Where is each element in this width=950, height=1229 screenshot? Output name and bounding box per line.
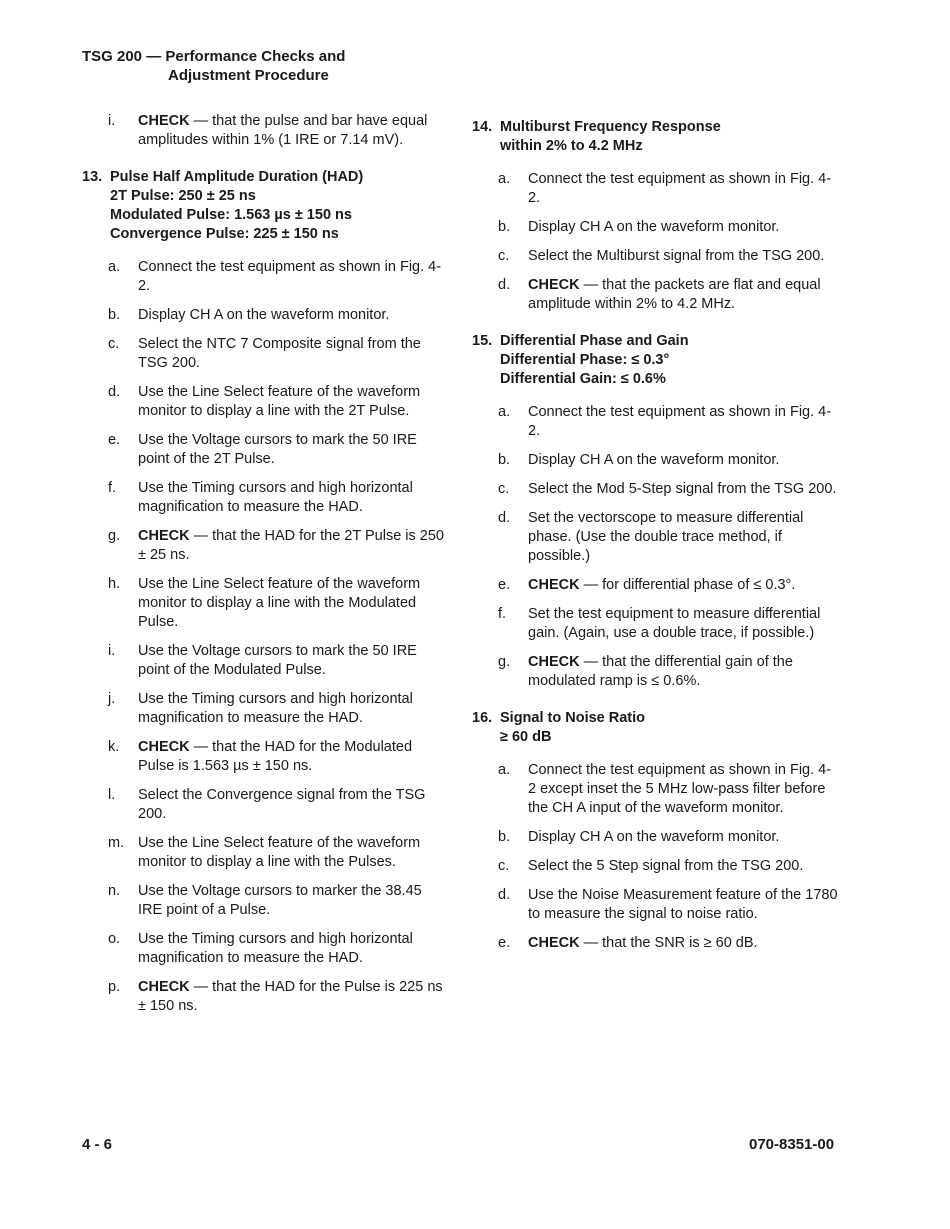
item-text: Use the Voltage cursors to mark the 50 IRE point of the 2T Pulse. bbox=[138, 432, 417, 467]
header-line-2: Adjustment Procedure bbox=[168, 67, 329, 84]
item-text: CHECK — that the pulse and bar have equal amplitudes within 1% (1 IRE or 7.14 mV). bbox=[138, 113, 428, 148]
item-text: Select the Multiburst signal from the TSG 200. bbox=[528, 248, 825, 264]
item-text: Display CH A on the waveform monitor. bbox=[138, 307, 390, 323]
list-item bbox=[472, 218, 838, 237]
item-marker: g. bbox=[498, 654, 511, 670]
section-spec: 2T Pulse: 250 ± 25 ns bbox=[110, 188, 256, 204]
item-marker: b. bbox=[498, 219, 511, 235]
list-item bbox=[82, 258, 448, 296]
item-text: CHECK — that the packets are flat and equal amplitude within 2% to 4.2 MHz. bbox=[528, 277, 821, 312]
item-text: CHECK — that the HAD for the Pulse is 225 ns ± 150 ns. bbox=[138, 979, 443, 1014]
list-item bbox=[472, 509, 838, 566]
item-marker: o. bbox=[108, 931, 121, 947]
section-spec: Convergence Pulse: 225 ± 150 ns bbox=[110, 226, 339, 242]
item-text: Select the NTC 7 Composite signal from the TSG 200. bbox=[138, 336, 421, 371]
left-pre-items bbox=[82, 112, 448, 150]
item-marker: h. bbox=[108, 576, 121, 592]
item-marker: f. bbox=[108, 480, 117, 496]
list-item bbox=[472, 247, 838, 266]
item-text: CHECK — that the SNR is ≥ 60 dB. bbox=[528, 935, 758, 951]
item-marker: p. bbox=[108, 979, 121, 995]
section-number: 15. bbox=[472, 333, 493, 349]
page-header bbox=[82, 47, 345, 85]
item-text: Use the Voltage cursors to marker the 38.45 IRE point of a Pulse. bbox=[138, 883, 422, 918]
item-marker: l. bbox=[108, 787, 116, 803]
list-item bbox=[472, 403, 838, 441]
item-text: Use the Timing cursors and high horizontal magnification to measure the HAD. bbox=[138, 691, 413, 726]
item-text: Use the Line Select feature of the waveform monitor to display a line with the 2T Pulse. bbox=[138, 384, 421, 419]
item-marker: k. bbox=[108, 739, 120, 755]
item-text: Select the Mod 5-Step signal from the TSG 200. bbox=[528, 481, 837, 497]
item-text: Select the 5 Step signal from the TSG 200. bbox=[528, 858, 804, 874]
check-label: CHECK bbox=[138, 979, 190, 995]
item-text: Set the test equipment to measure differential gain. (Again, use a double trace, if possible.) bbox=[528, 606, 821, 641]
item-marker: j. bbox=[108, 691, 116, 707]
list-item bbox=[82, 738, 448, 776]
list-item bbox=[472, 480, 838, 499]
section-number: 16. bbox=[472, 710, 493, 726]
list-item bbox=[472, 653, 838, 691]
item-marker: c. bbox=[498, 858, 510, 874]
item-marker: d. bbox=[108, 384, 121, 400]
list-item bbox=[472, 886, 838, 924]
section-spec: Modulated Pulse: 1.563 µs ± 150 ns bbox=[110, 207, 352, 223]
section-spec: within 2% to 4.2 MHz bbox=[500, 138, 643, 154]
section-spec: Differential Phase: ≤ 0.3° bbox=[500, 352, 670, 368]
section-number: 14. bbox=[472, 119, 493, 135]
list-item bbox=[472, 451, 838, 470]
item-text: Use the Timing cursors and high horizontal magnification to measure the HAD. bbox=[138, 931, 413, 966]
check-label: CHECK bbox=[138, 528, 190, 544]
item-text: Select the Convergence signal from the TSG 200. bbox=[138, 787, 426, 822]
item-marker: b. bbox=[498, 829, 511, 845]
section-heading bbox=[472, 709, 838, 747]
list-item bbox=[82, 786, 448, 824]
section-title: Differential Phase and Gain bbox=[500, 333, 689, 349]
list-item bbox=[82, 882, 448, 920]
item-marker: e. bbox=[108, 432, 121, 448]
list-item bbox=[82, 335, 448, 373]
list-item bbox=[472, 761, 838, 818]
list-item bbox=[472, 170, 838, 208]
list-item bbox=[82, 112, 448, 150]
list-item bbox=[82, 383, 448, 421]
item-text: Connect the test equipment as shown in Fig. 4-2. bbox=[138, 259, 442, 294]
item-marker: a. bbox=[498, 404, 511, 420]
item-text: CHECK — that the differential gain of the modulated ramp is ≤ 0.6%. bbox=[528, 654, 793, 689]
item-marker: f. bbox=[498, 606, 507, 622]
section-heading bbox=[82, 168, 448, 244]
item-text: Use the Line Select feature of the waveform monitor to display a line with the Pulses. bbox=[138, 835, 421, 870]
list-item bbox=[472, 276, 838, 314]
list-item bbox=[82, 527, 448, 565]
item-marker: e. bbox=[498, 577, 511, 593]
item-text: Display CH A on the waveform monitor. bbox=[528, 829, 780, 845]
list-item bbox=[82, 930, 448, 968]
list-item bbox=[82, 431, 448, 469]
left-column bbox=[82, 112, 448, 1026]
section-16 bbox=[472, 709, 838, 953]
section-15 bbox=[472, 332, 838, 691]
section-title: Multiburst Frequency Response bbox=[500, 119, 721, 135]
item-text: Use the Noise Measurement feature of the 1780 to measure the signal to noise ratio. bbox=[528, 887, 838, 922]
section-14 bbox=[472, 118, 838, 314]
list-item bbox=[472, 605, 838, 643]
item-marker: d. bbox=[498, 277, 511, 293]
header-line-1: TSG 200 — Performance Checks and bbox=[82, 48, 346, 65]
section-title: Pulse Half Amplitude Duration (HAD) bbox=[110, 169, 364, 185]
section-heading bbox=[472, 332, 838, 389]
item-marker: c. bbox=[498, 481, 510, 497]
item-marker: b. bbox=[108, 307, 121, 323]
list-item bbox=[472, 576, 838, 595]
list-item bbox=[82, 306, 448, 325]
list-item bbox=[82, 978, 448, 1016]
list-item bbox=[82, 479, 448, 517]
item-marker: n. bbox=[108, 883, 121, 899]
item-marker: g. bbox=[108, 528, 121, 544]
item-text: Connect the test equipment as shown in Fig. 4-2. bbox=[528, 404, 832, 439]
item-text: Use the Line Select feature of the waveform monitor to display a line with the Modulated Pulse. bbox=[138, 576, 421, 630]
item-marker: c. bbox=[498, 248, 510, 264]
check-label: CHECK bbox=[138, 113, 190, 129]
item-marker: a. bbox=[498, 171, 511, 187]
item-marker: e. bbox=[498, 935, 511, 951]
item-text: Use the Voltage cursors to mark the 50 IRE point of the Modulated Pulse. bbox=[138, 643, 417, 678]
list-item bbox=[82, 690, 448, 728]
list-item bbox=[82, 575, 448, 632]
check-label: CHECK bbox=[528, 577, 580, 593]
item-text: CHECK — for differential phase of ≤ 0.3°. bbox=[528, 577, 796, 593]
item-text: CHECK — that the HAD for the 2T Pulse is 250 ± 25 ns. bbox=[138, 528, 444, 563]
item-marker: m. bbox=[108, 835, 125, 851]
section-spec: ≥ 60 dB bbox=[500, 729, 552, 745]
list-item bbox=[82, 642, 448, 680]
item-marker: d. bbox=[498, 510, 511, 526]
page-number: 4 - 6 bbox=[82, 1136, 113, 1153]
item-text: Display CH A on the waveform monitor. bbox=[528, 219, 780, 235]
item-text: Set the vectorscope to measure differential phase. (Use the double trace method, if possible.) bbox=[528, 510, 804, 564]
check-label: CHECK bbox=[528, 654, 580, 670]
list-item bbox=[82, 834, 448, 872]
check-label: CHECK bbox=[528, 277, 580, 293]
list-item bbox=[472, 857, 838, 876]
list-item bbox=[472, 934, 838, 953]
item-text: Connect the test equipment as shown in Fig. 4-2 except inset the 5 MHz low-pass filter before the CH A input of the waveform monitor. bbox=[528, 762, 832, 816]
check-label: CHECK bbox=[528, 935, 580, 951]
item-marker: c. bbox=[108, 336, 120, 352]
section-title: Signal to Noise Ratio bbox=[500, 710, 646, 726]
item-marker: d. bbox=[498, 887, 511, 903]
item-text: Use the Timing cursors and high horizontal magnification to measure the HAD. bbox=[138, 480, 413, 515]
item-marker: a. bbox=[108, 259, 121, 275]
document-number: 070-8351-00 bbox=[749, 1136, 835, 1153]
section-spec: Differential Gain: ≤ 0.6% bbox=[500, 371, 666, 387]
right-column bbox=[472, 112, 838, 963]
item-marker: a. bbox=[498, 762, 511, 778]
item-marker: b. bbox=[498, 452, 511, 468]
item-text: Display CH A on the waveform monitor. bbox=[528, 452, 780, 468]
item-text: CHECK — that the HAD for the Modulated Pulse is 1.563 µs ± 150 ns. bbox=[138, 739, 413, 774]
section-number: 13. bbox=[82, 169, 103, 185]
item-text: Connect the test equipment as shown in Fig. 4-2. bbox=[528, 171, 832, 206]
item-marker: i. bbox=[108, 643, 116, 659]
item-marker: i. bbox=[108, 113, 116, 129]
section-13 bbox=[82, 168, 448, 1016]
check-label: CHECK bbox=[138, 739, 190, 755]
list-item bbox=[472, 828, 838, 847]
section-heading bbox=[472, 118, 838, 156]
